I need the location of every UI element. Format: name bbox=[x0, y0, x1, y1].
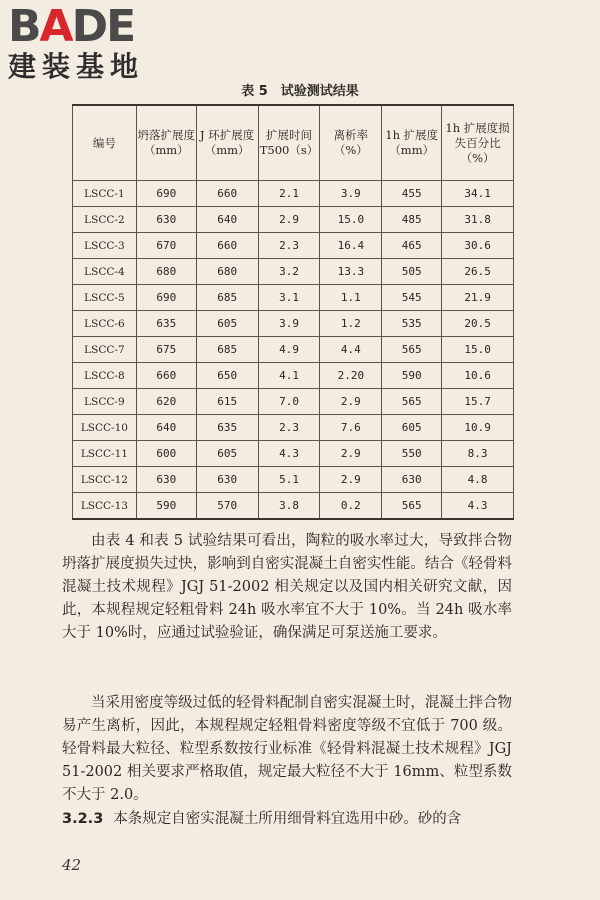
row-id-cell: LSCC-11 bbox=[73, 441, 137, 467]
row-id-cell: LSCC-7 bbox=[73, 337, 137, 363]
value-cell: 465 bbox=[382, 233, 442, 259]
table-row bbox=[73, 233, 514, 259]
table-row bbox=[73, 337, 514, 363]
value-cell: 635 bbox=[136, 311, 196, 337]
value-cell: 2.9 bbox=[320, 389, 382, 415]
value-cell: 640 bbox=[196, 207, 258, 233]
row-id-cell: LSCC-8 bbox=[73, 363, 137, 389]
value-cell: 600 bbox=[136, 441, 196, 467]
value-cell: 3.8 bbox=[258, 493, 320, 520]
value-cell: 615 bbox=[196, 389, 258, 415]
value-cell: 675 bbox=[136, 337, 196, 363]
value-cell: 485 bbox=[382, 207, 442, 233]
value-cell: 605 bbox=[196, 311, 258, 337]
paragraph-3 bbox=[62, 808, 512, 831]
table-header-row bbox=[73, 105, 514, 181]
value-cell: 670 bbox=[136, 233, 196, 259]
header-loss: 1h 扩展度损失百分比（%） bbox=[442, 105, 514, 181]
value-cell: 680 bbox=[196, 259, 258, 285]
value-cell: 15.7 bbox=[442, 389, 514, 415]
value-cell: 2.1 bbox=[258, 181, 320, 207]
value-cell: 590 bbox=[136, 493, 196, 520]
table-row bbox=[73, 363, 514, 389]
value-cell: 4.8 bbox=[442, 467, 514, 493]
value-cell: 20.5 bbox=[442, 311, 514, 337]
table-row bbox=[73, 207, 514, 233]
value-cell: 660 bbox=[196, 233, 258, 259]
value-cell: 640 bbox=[136, 415, 196, 441]
row-id-cell: LSCC-12 bbox=[73, 467, 137, 493]
value-cell: 565 bbox=[382, 337, 442, 363]
header-t500: 扩展时间 T500（s） bbox=[258, 105, 320, 181]
value-cell: 535 bbox=[382, 311, 442, 337]
bade-logo bbox=[8, 1, 178, 84]
row-id-cell: LSCC-9 bbox=[73, 389, 137, 415]
value-cell: 13.3 bbox=[320, 259, 382, 285]
logo-subtitle: 建装基地 bbox=[8, 50, 145, 83]
value-cell: 4.3 bbox=[442, 493, 514, 520]
value-cell: 660 bbox=[196, 181, 258, 207]
page-number: 42 bbox=[62, 856, 82, 874]
value-cell: 605 bbox=[196, 441, 258, 467]
value-cell: 605 bbox=[382, 415, 442, 441]
row-id-cell: LSCC-1 bbox=[73, 181, 137, 207]
row-id-cell: LSCC-10 bbox=[73, 415, 137, 441]
value-cell: 630 bbox=[196, 467, 258, 493]
value-cell: 3.1 bbox=[258, 285, 320, 311]
value-cell: 685 bbox=[196, 337, 258, 363]
value-cell: 8.3 bbox=[442, 441, 514, 467]
value-cell: 1.1 bbox=[320, 285, 382, 311]
value-cell: 2.3 bbox=[258, 233, 320, 259]
logo-wordmark: BADE bbox=[8, 1, 135, 52]
value-cell: 7.0 bbox=[258, 389, 320, 415]
value-cell: 690 bbox=[136, 285, 196, 311]
value-cell: 570 bbox=[196, 493, 258, 520]
value-cell: 10.9 bbox=[442, 415, 514, 441]
value-cell: 2.3 bbox=[258, 415, 320, 441]
value-cell: 3.9 bbox=[320, 181, 382, 207]
table-row bbox=[73, 285, 514, 311]
value-cell: 565 bbox=[382, 389, 442, 415]
value-cell: 10.6 bbox=[442, 363, 514, 389]
header-1h-spread: 1h 扩展度（mm） bbox=[382, 105, 442, 181]
row-id-cell: LSCC-5 bbox=[73, 285, 137, 311]
header-jring: J 环扩展度（mm） bbox=[196, 105, 258, 181]
table-row bbox=[73, 441, 514, 467]
value-cell: 4.4 bbox=[320, 337, 382, 363]
value-cell: 630 bbox=[136, 207, 196, 233]
row-id-cell: LSCC-6 bbox=[73, 311, 137, 337]
row-id-cell: LSCC-13 bbox=[73, 493, 137, 520]
value-cell: 1.2 bbox=[320, 311, 382, 337]
header-segregation: 离析率（%） bbox=[320, 105, 382, 181]
value-cell: 630 bbox=[136, 467, 196, 493]
table-row bbox=[73, 311, 514, 337]
table-body bbox=[73, 181, 514, 520]
table-row bbox=[73, 389, 514, 415]
table-row bbox=[73, 493, 514, 520]
value-cell: 4.1 bbox=[258, 363, 320, 389]
row-id-cell: LSCC-4 bbox=[73, 259, 137, 285]
value-cell: 5.1 bbox=[258, 467, 320, 493]
row-id-cell: LSCC-3 bbox=[73, 233, 137, 259]
value-cell: 34.1 bbox=[442, 181, 514, 207]
value-cell: 650 bbox=[196, 363, 258, 389]
value-cell: 545 bbox=[382, 285, 442, 311]
value-cell: 26.5 bbox=[442, 259, 514, 285]
value-cell: 2.9 bbox=[320, 467, 382, 493]
table-row bbox=[73, 259, 514, 285]
header-id: 编号 bbox=[73, 105, 137, 181]
paragraph-1 bbox=[62, 530, 512, 645]
value-cell: 30.6 bbox=[442, 233, 514, 259]
paragraph-3-line bbox=[62, 808, 512, 831]
value-cell: 4.9 bbox=[258, 337, 320, 363]
value-cell: 690 bbox=[136, 181, 196, 207]
value-cell: 635 bbox=[196, 415, 258, 441]
value-cell: 620 bbox=[136, 389, 196, 415]
value-cell: 0.2 bbox=[320, 493, 382, 520]
value-cell: 565 bbox=[382, 493, 442, 520]
value-cell: 15.0 bbox=[320, 207, 382, 233]
value-cell: 31.8 bbox=[442, 207, 514, 233]
value-cell: 590 bbox=[382, 363, 442, 389]
value-cell: 550 bbox=[382, 441, 442, 467]
value-cell: 685 bbox=[196, 285, 258, 311]
paragraph-2-text: 当采用密度等级过低的轻骨料配制自密实混凝土时，混凝土拌合物易产生离析，因此，本规程规定轻粗骨料密度等级不宜低于 700 级。轻骨料最大粒径、粒型系数按行业标准《轻骨料混凝土技术规程》JGJ 51-2002 相关要求严格取值，规定最大粒径不大于 16mm、粒型系数不大于 2.0。 bbox=[62, 695, 512, 803]
value-cell: 630 bbox=[382, 467, 442, 493]
value-cell: 7.6 bbox=[320, 415, 382, 441]
value-cell: 680 bbox=[136, 259, 196, 285]
value-cell: 4.3 bbox=[258, 441, 320, 467]
table-title: 表 5 试验测试结果 bbox=[241, 84, 359, 99]
header-slump: 坍落扩展度（mm） bbox=[136, 105, 196, 181]
table-row bbox=[73, 415, 514, 441]
value-cell: 15.0 bbox=[442, 337, 514, 363]
results-table bbox=[72, 104, 514, 520]
paragraph-1-text: 由表 4 和表 5 试验结果可看出，陶粒的吸水率过大，导致拌合物坍落扩展度损失过快，影响到自密实混凝土自密实性能。结合《轻骨料混凝土技术规程》JGJ 51-2002 相关规定以及国内相关研究文献，因此，本规程规定轻粗骨料 24h 吸水率宜不大于 10%。当 24h 吸水率大于 10%时，应通过试验验证，确保满足可泵送施工要求。 bbox=[62, 533, 512, 641]
value-cell: 505 bbox=[382, 259, 442, 285]
value-cell: 21.9 bbox=[442, 285, 514, 311]
value-cell: 3.9 bbox=[258, 311, 320, 337]
value-cell: 2.20 bbox=[320, 363, 382, 389]
value-cell: 16.4 bbox=[320, 233, 382, 259]
value-cell: 3.2 bbox=[258, 259, 320, 285]
paragraph-2 bbox=[62, 692, 512, 807]
row-id-cell: LSCC-2 bbox=[73, 207, 137, 233]
table-row bbox=[73, 181, 514, 207]
section-number: 3.2.3 bbox=[62, 811, 104, 827]
value-cell: 660 bbox=[136, 363, 196, 389]
paragraph-3-text: 本条规定自密实混凝土所用细骨料宜选用中砂。砂的含 bbox=[113, 811, 462, 827]
value-cell: 455 bbox=[382, 181, 442, 207]
value-cell: 2.9 bbox=[320, 441, 382, 467]
value-cell: 2.9 bbox=[258, 207, 320, 233]
table-row bbox=[73, 467, 514, 493]
